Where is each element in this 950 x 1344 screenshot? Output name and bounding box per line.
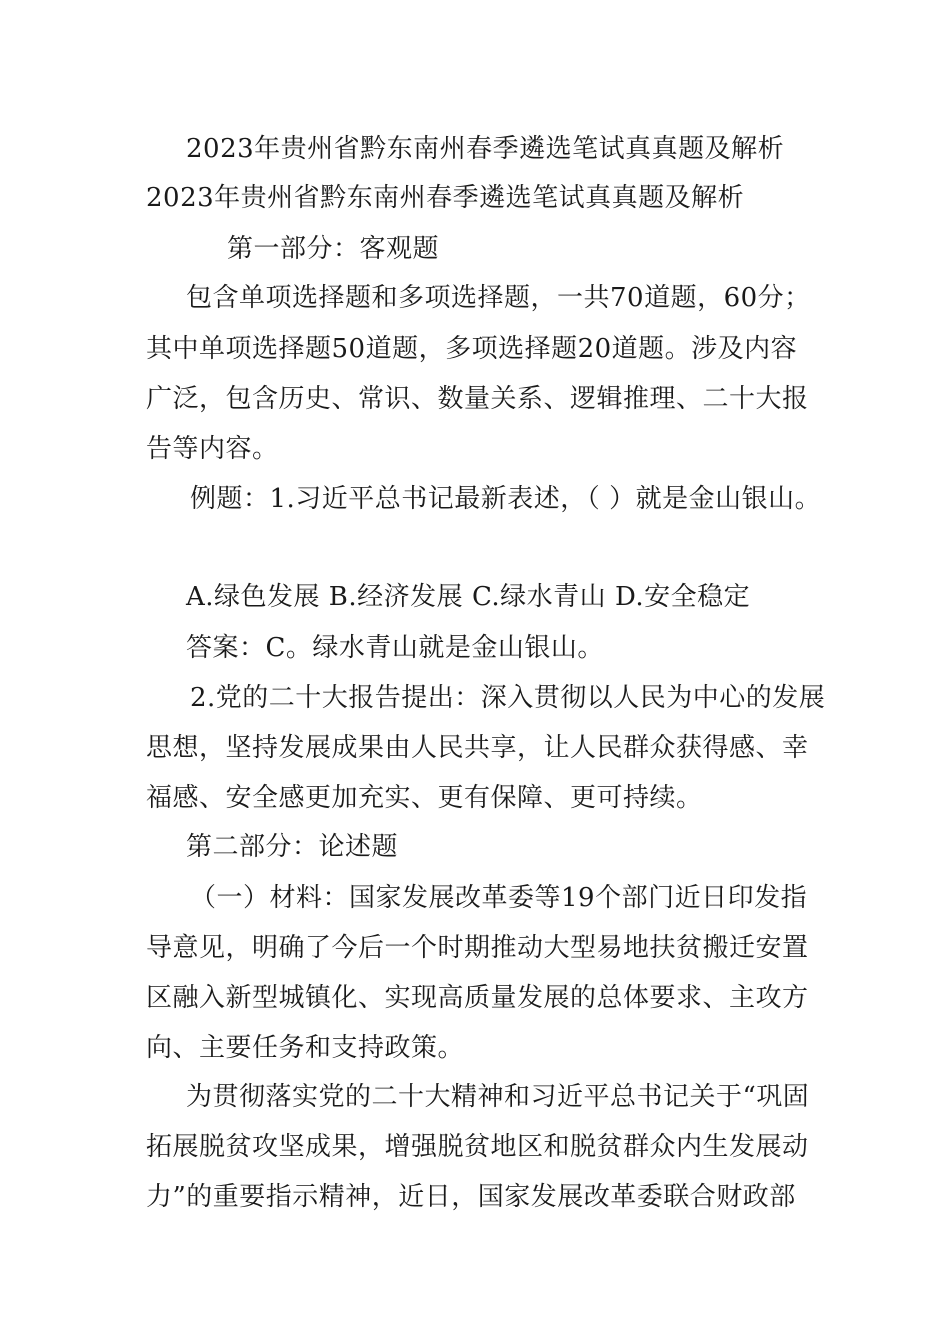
material-line: 为贯彻落实党的二十大精神和习近平总书记关于“巩固 <box>186 1082 810 1112</box>
material-line: 力”的重要指示精神，近日，国家发展改革委联合财政部 <box>146 1182 796 1212</box>
question-two-line: 思想，坚持发展成果由人民共享，让人民群众获得感、幸 <box>146 733 809 763</box>
example-question: 例题：1.习近平总书记最新表述，（ ）就是金山银山。 <box>190 484 822 514</box>
material-line: 导意见，明确了今后一个时期推动大型易地扶贫搬迁安置 <box>146 933 809 963</box>
part-one-intro-line: 广泛，包含历史、常识、数量关系、逻辑推理、二十大报 <box>146 384 809 414</box>
part-one-heading: 第一部分：客观题 <box>227 234 440 264</box>
part-one-intro-line: 包含单项选择题和多项选择题，一共70道题，60分； <box>186 283 811 313</box>
part-two-heading: 第二部分：论述题 <box>186 832 399 862</box>
material-line: （一）材料：国家发展改革委等19个部门近日印发指 <box>190 883 808 913</box>
material-line: 拓展脱贫攻坚成果，增强脱贫地区和脱贫群众内生发展动 <box>146 1132 809 1162</box>
document-title: 2023年贵州省黔东南州春季遴选笔试真真题及解析 <box>186 134 785 164</box>
document-title-repeat: 2023年贵州省黔东南州春季遴选笔试真真题及解析 <box>146 183 745 213</box>
material-line: 向、主要任务和支持政策。 <box>146 1033 465 1063</box>
question-two-line: 2.党的二十大报告提出：深入贯彻以人民为中心的发展 <box>190 683 826 713</box>
part-one-intro-line: 其中单项选择题50道题，多项选择题20道题。涉及内容 <box>146 334 798 364</box>
example-options: A.绿色发展 B.经济发展 C.绿水青山 D.安全稳定 <box>186 582 751 612</box>
question-two-line: 福感、安全感更加充实、更有保障、更可持续。 <box>146 783 703 813</box>
example-answer: 答案：C。绿水青山就是金山银山。 <box>186 633 604 663</box>
material-line: 区融入新型城镇化、实现高质量发展的总体要求、主攻方 <box>146 983 809 1013</box>
part-one-intro-line: 告等内容。 <box>146 434 279 464</box>
